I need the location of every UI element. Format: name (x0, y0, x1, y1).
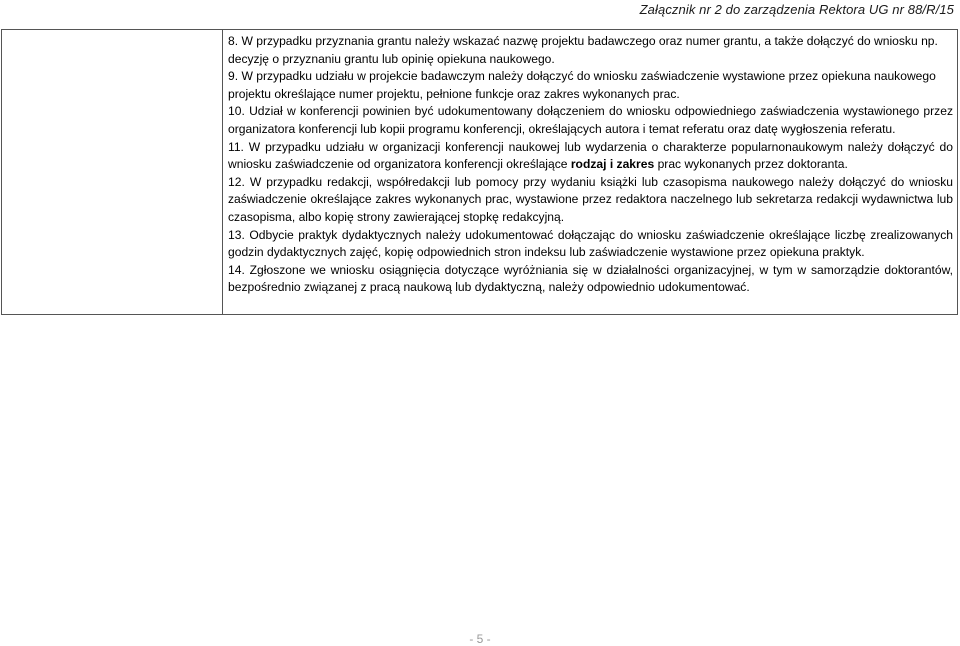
page-number: - 5 - (469, 632, 491, 646)
document-header: Załącznik nr 2 do zarządzenia Rektora UG nr 88/R/15 (639, 2, 954, 17)
item-11 (228, 139, 953, 174)
instructions-cell (228, 33, 953, 297)
item-8: 8. W przypadku przyznania grantu należy wskazać nazwę projektu badawczego oraz numer grantu, a także dołączyć do wniosku np. decyzję o przyznaniu grantu lub opinię opiekuna naukowego. (228, 34, 938, 66)
item-11-text-after: prac wykonanych przez doktoranta. (654, 157, 848, 172)
item-11-text-before: 11. W przypadku udziału w organizacji konferencji naukowej lub wydarzenia o charakterze popularnonaukowym należy dołączyć do wniosku zaświadczenie od organizatora konferencji określające (228, 139, 953, 172)
item-13: 13. Odbycie praktyk dydaktycznych należy udokumentować dołączając do wniosku zaświadczenie określające liczbę zrealizowanych godzin dydaktycznych zajęć, kopię odpowiednich stron indeksu lub zaświadczenie wystawione przez opiekuna praktyk. (228, 227, 953, 260)
column-divider (222, 30, 223, 314)
content-table (1, 29, 958, 315)
item-10: 10. Udział w konferencji powinien być udokumentowany dołączeniem do wniosku odpowiedniego zaświadczenia wystawionego przez organizatora konferencji lub kopii programu konferencji, określających autora i temat referatu oraz datę wygłoszenia referatu. (228, 104, 953, 136)
item-12: 12. W przypadku redakcji, współredakcji lub pomocy przy wydaniu książki lub czasopisma naukowego należy dołączyć do wniosku zaświadczenie określające zakres wykonanych prac, wystawione przez redaktora naczelnego lub sekretarza redakcji wydawnictwa lub czasopisma, albo kopię strony zawierającej stopkę redakcyjną. (228, 174, 953, 224)
item-14: 14. Zgłoszone we wniosku osiągnięcia dotyczące wyróżniania się w działalności organizacyjnej, w tym w samorządzie doktorantów, bezpośrednio związanej z pracą naukową lub dydaktyczną, należy odpowiednio udokumentować. (228, 262, 953, 295)
item-9: 9. W przypadku udziału w projekcie badawczym należy dołączyć do wniosku zaświadczenie wystawione przez opiekuna naukowego projektu określające numer projektu, pełnione funkcje oraz zakres wykonanych prac. (228, 69, 936, 101)
item-11-bold-text: rodzaj i zakres (570, 157, 655, 172)
